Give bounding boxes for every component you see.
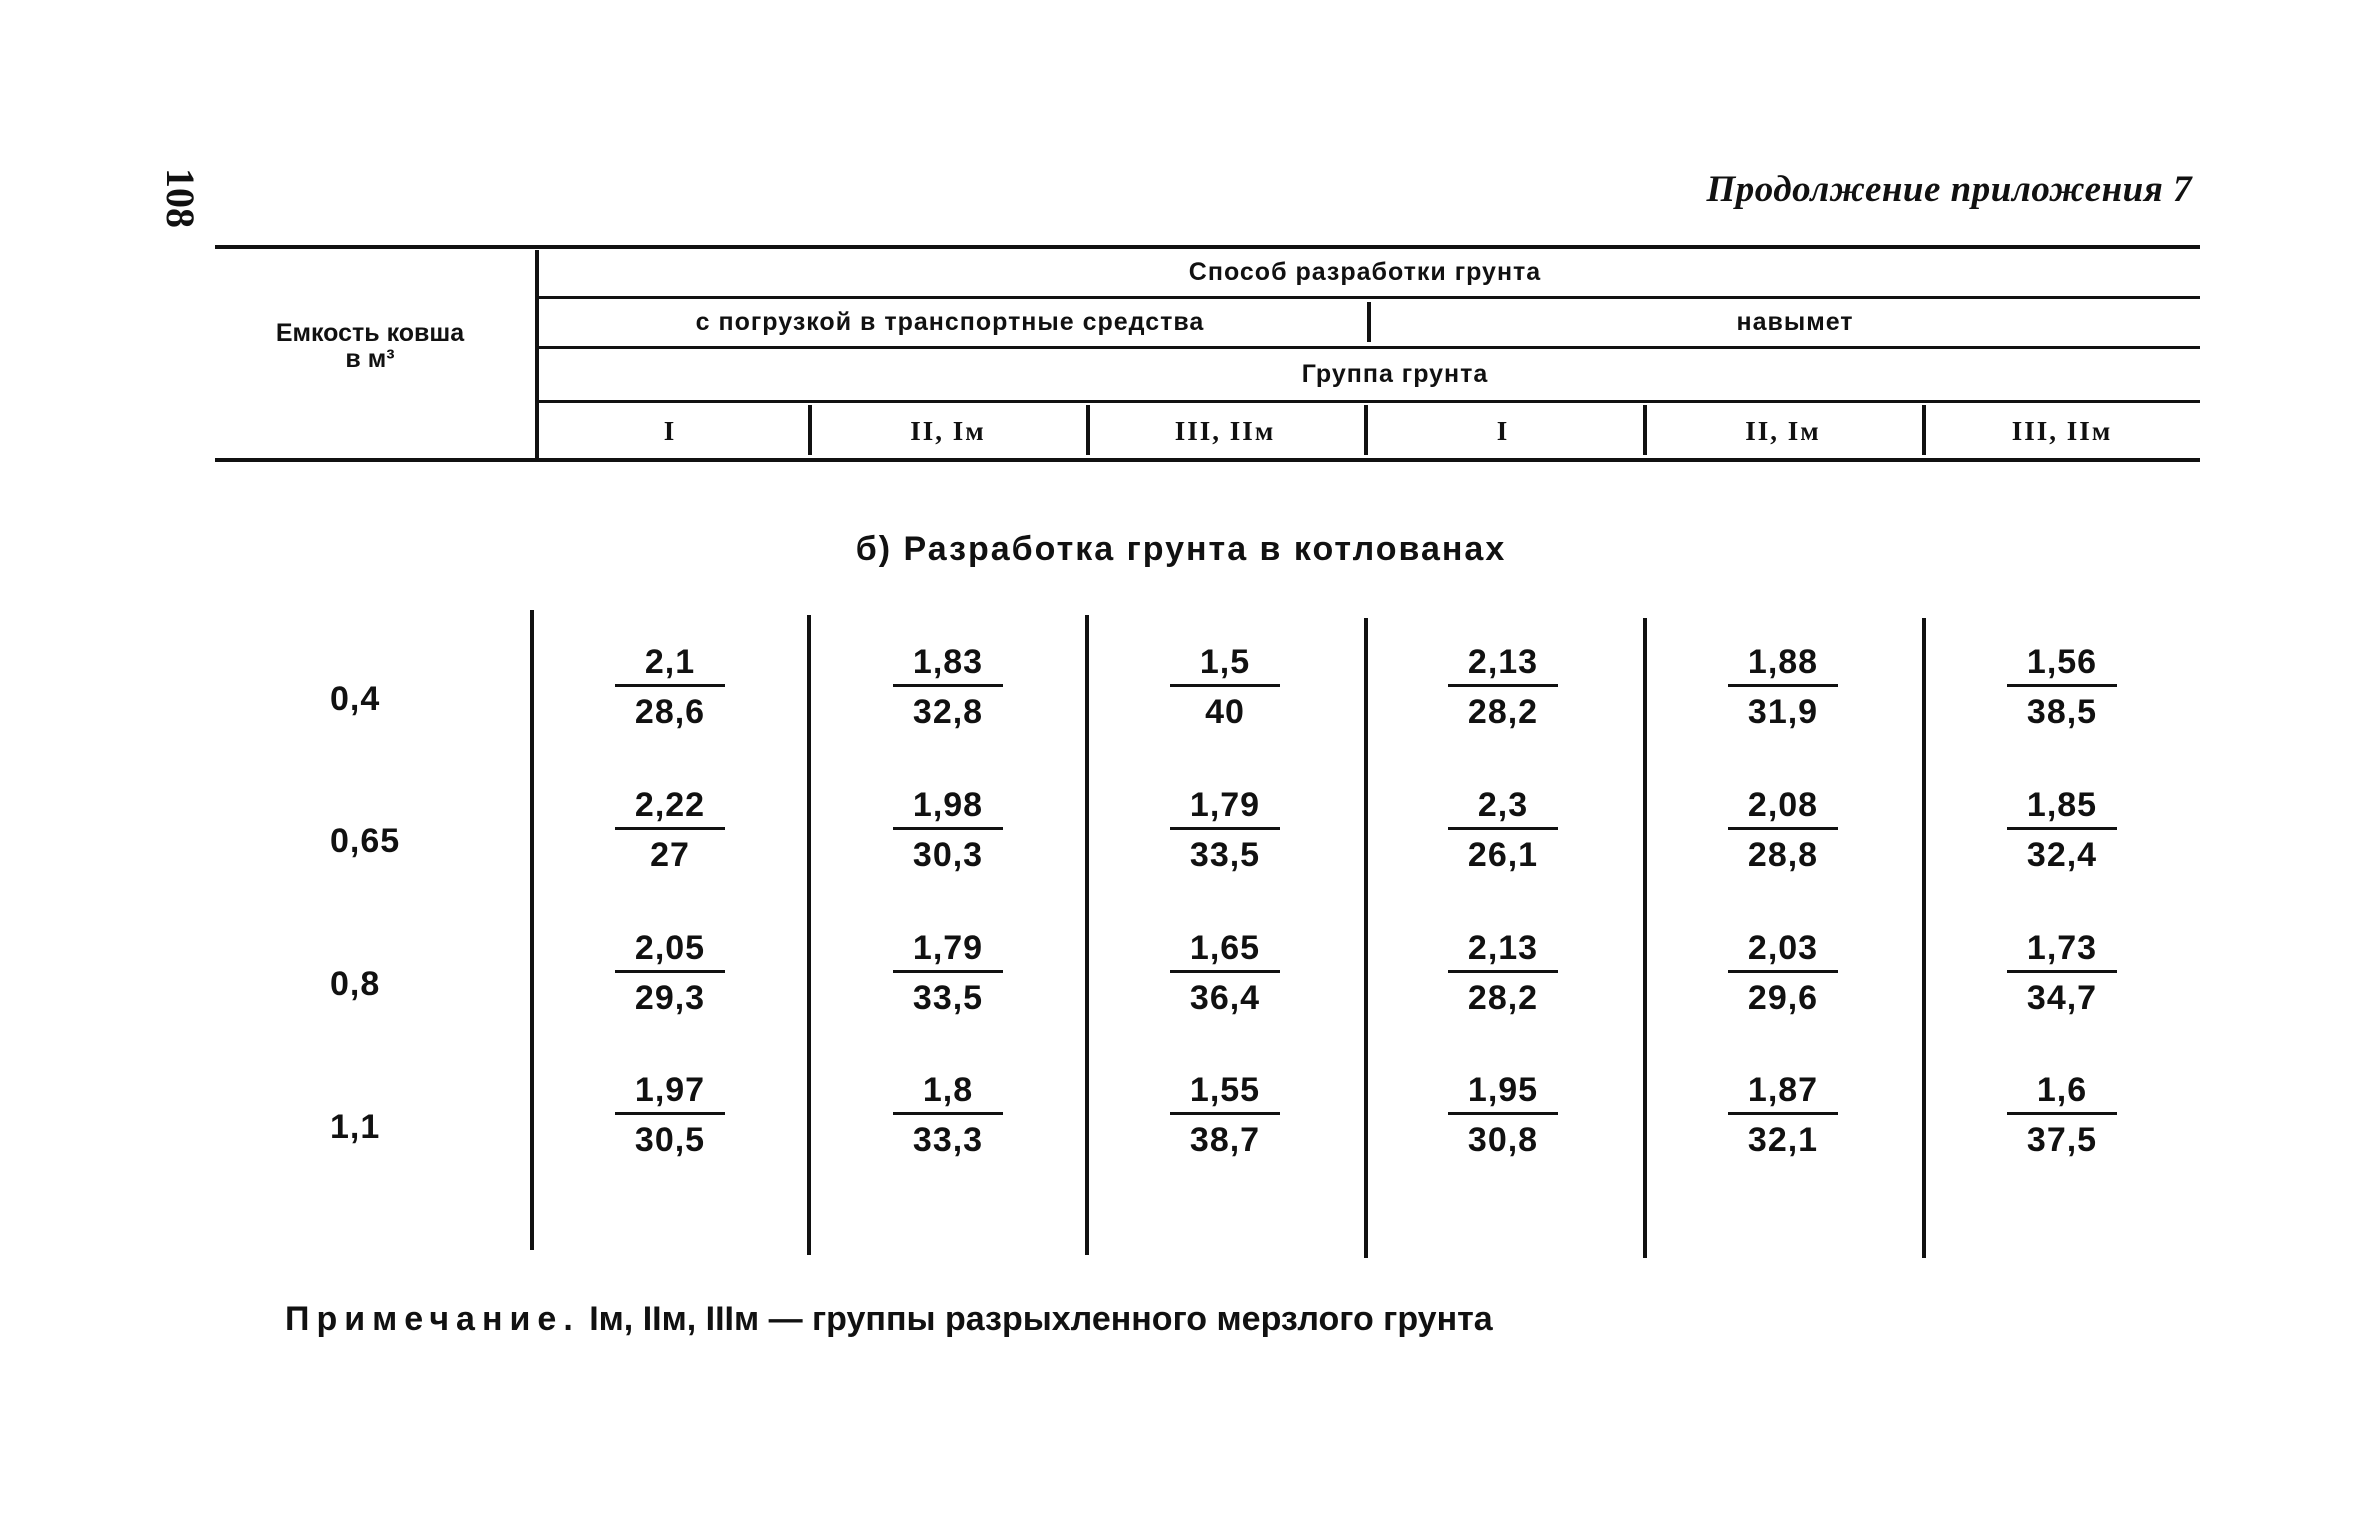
col-head: I	[1496, 416, 1510, 446]
body-col-divider	[1643, 618, 1647, 1258]
table-cell: $\frac{2,13}{28,2}$	[1448, 640, 1558, 731]
table-cell: $\frac{1,8}{33,3}$	[893, 1068, 1003, 1159]
header-col-divider	[1922, 405, 1926, 455]
body-col-divider	[530, 610, 534, 1250]
table-cell: $\frac{1,65}{36,4}$	[1170, 926, 1280, 1017]
table-cell: $\frac{2,1}{28,6}$	[615, 640, 725, 731]
body-col-divider	[1364, 618, 1368, 1258]
col-head: III, IIм	[1174, 416, 1276, 446]
method-title: Способ разработки грунта	[1188, 258, 1542, 286]
header-col-divider	[1643, 405, 1647, 455]
table-cell: $\frac{1,6}{37,5}$	[2007, 1068, 2117, 1159]
table-cell: $\frac{1,87}{32,1}$	[1728, 1068, 1838, 1159]
method-loading: с погрузкой в транспортные средства	[695, 308, 1205, 336]
body-col-divider	[1922, 618, 1926, 1258]
table-cell: $\frac{1,79}{33,5}$	[893, 926, 1003, 1017]
body-col-divider	[807, 615, 811, 1255]
table-cell: $\frac{2,3}{26,1}$	[1448, 783, 1558, 874]
footnote-text: Iм, IIм, IIIм — группы разрыхленного мерзлого грунта	[579, 1300, 1493, 1338]
table-cell: $\frac{1,79}{33,5}$	[1170, 783, 1280, 874]
capacity-header: Емкость ковша в м³	[275, 319, 465, 373]
table-cell: $\frac{2,05}{29,3}$	[615, 926, 725, 1017]
continuation-caption: Продолжение приложения 7	[1706, 169, 2192, 210]
row-capacity: 0,65	[330, 822, 401, 860]
row-capacity: 1,1	[330, 1108, 381, 1146]
table-cell: $\frac{1,98}{30,3}$	[893, 783, 1003, 874]
header-bottom-rule	[215, 458, 2200, 462]
footnote-label: Примечание.	[285, 1300, 580, 1338]
header-method-divider	[1367, 302, 1371, 342]
header-submethod-rule	[538, 346, 2200, 349]
table-cell: $\frac{2,03}{29,6}$	[1728, 926, 1838, 1017]
table-cell: $\frac{1,88}{31,9}$	[1728, 640, 1838, 731]
header-col-divider	[808, 405, 812, 455]
table-cell: $\frac{1,85}{32,4}$	[2007, 783, 2117, 874]
col-head: I	[663, 416, 677, 446]
page-number: 108	[158, 168, 203, 228]
header-method-rule	[538, 296, 2200, 299]
col-head: II, Iм	[910, 416, 986, 446]
header-group-rule	[538, 400, 2200, 403]
header-col-divider	[1086, 405, 1090, 455]
table-cell: $\frac{1,55}{38,7}$	[1170, 1068, 1280, 1159]
header-top-rule	[215, 245, 2200, 249]
table-cell: $\frac{2,13}{28,2}$	[1448, 926, 1558, 1017]
col-head: II, Iм	[1745, 416, 1821, 446]
row-capacity: 0,8	[330, 965, 381, 1003]
table-cell: $\frac{2,22}{27}$	[615, 783, 725, 874]
header-left-divider	[535, 250, 539, 460]
table-cell: $\frac{1,56}{38,5}$	[2007, 640, 2117, 731]
table-cell: $\frac{1,95}{30,8}$	[1448, 1068, 1558, 1159]
body-col-divider	[1085, 615, 1089, 1255]
method-cast: навымет	[1736, 308, 1854, 336]
table-cell: $\frac{1,97}{30,5}$	[615, 1068, 725, 1159]
section-title: б) Разработка грунта в котлованах	[855, 530, 1507, 568]
col-head: III, IIм	[2011, 416, 2113, 446]
footnote	[285, 1300, 1493, 1339]
soil-group-title: Группа грунта	[1301, 360, 1489, 388]
table-cell: $\frac{2,08}{28,8}$	[1728, 783, 1838, 874]
table-cell: $\frac{1,73}{34,7}$	[2007, 926, 2117, 1017]
row-capacity: 0,4	[330, 680, 381, 718]
table-cell: $\frac{1,83}{32,8}$	[893, 640, 1003, 731]
header-col-divider	[1364, 405, 1368, 455]
table-cell: $\frac{1,5}{40}$	[1170, 640, 1280, 731]
